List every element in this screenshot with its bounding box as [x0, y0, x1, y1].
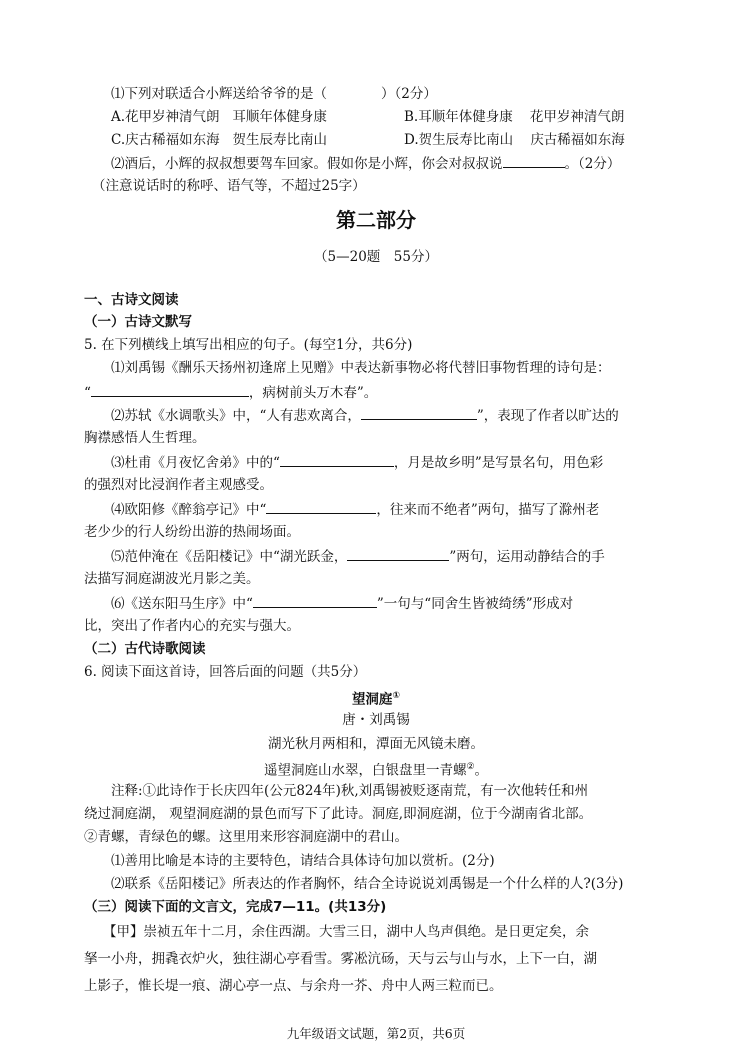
q6-sub1: ⑴善用比喻是本诗的主要特色，请结合具体诗句加以赏析。(2分)	[111, 853, 495, 869]
passage-jia-line-2: 拏一小舟，拥毳衣炉火，独往湖心亭看雪。雾凇沆砀，天与云与山与水，上下一白，湖	[84, 951, 597, 967]
poem-note-2: 绕过洞庭湖， 观望洞庭湖的景色而写下了此诗。洞庭,即洞庭湖，位于今湖南省北部。	[84, 806, 593, 822]
q5-item6-cont: 比，突出了作者内心的充实与强大。	[84, 618, 300, 634]
q5-item6: ⑹《送东阳马生序》中“ ”一句与“同舍生皆被绮绣”形成对	[111, 593, 573, 614]
poem-author: 唐・刘禹锡	[342, 712, 410, 728]
q5-item2: ⑵苏轼《水调歌头》中，“人有悲欢离合， ”，表现了作者以旷达的	[111, 405, 619, 426]
page-footer: 九年级语文试题，第2页，共6页	[286, 1026, 466, 1041]
part-two-title: 第二部分	[336, 208, 416, 232]
subsection-2-heading: （二）古代诗歌阅读	[84, 641, 206, 657]
q4-option-c: C.庆古稀福如东海 贺生辰寿比南山	[111, 132, 328, 148]
answer-blank[interactable]	[91, 382, 249, 397]
q6-stem: 6. 阅读下面这首诗，回答后面的问题（共5分）	[84, 664, 367, 680]
answer-blank[interactable]	[347, 546, 449, 561]
q5-item4-cont: 老少少的行人纷纷出游的热闹场面。	[84, 524, 300, 540]
answer-blank[interactable]	[361, 405, 477, 420]
poem-note-3: ②青螺，青绿色的螺。这里用来形容洞庭湖中的君山。	[84, 829, 408, 845]
passage-jia-line-1: 【甲】崇祯五年十二月，余住西湖。大雪三日，湖中人鸟声俱绝。是日更定矣，余	[103, 924, 589, 940]
q5-item3: ⑶杜甫《月夜忆舍弟》中的“ ，月是故乡明”是写景名句，用色彩	[111, 452, 603, 473]
poem-note-1: 注释:①此诗作于长庆四年(公元824年)秋,刘禹锡被贬逐南荒，有一次他转任和州	[111, 783, 589, 799]
answer-blank[interactable]	[253, 593, 377, 608]
q5-item5-cont: 法描写洞庭湖波光月影之美。	[84, 571, 260, 587]
q5-item4: ⑷欧阳修《醉翁亭记》中“ ，往来而不绝者”两句，描写了滁州老	[111, 499, 599, 520]
q4-sub2: ⑵酒后，小辉的叔叔想要驾车回家。假如你是小辉，你会对叔叔说 。（2分）	[111, 153, 620, 174]
q4-option-a: A.花甲岁神清气朗 耳顺年体健身康	[111, 109, 327, 125]
answer-blank[interactable]	[503, 153, 565, 168]
poem-title: 望洞庭①	[351, 691, 401, 708]
subsection-3-heading: （三）阅读下面的文言文，完成7—11。(共13分)	[84, 899, 387, 915]
poem-line-2: 遥望洞庭山水翠，白银盘里一青螺②。	[263, 762, 489, 779]
answer-blank[interactable]	[266, 499, 376, 514]
q5-item1-blank-line: “ ，病树前头万木春”。	[84, 382, 377, 403]
passage-jia-line-3: 上影子，惟长堤一痕、湖心亭一点、与余舟一芥、舟中人两三粒而已。	[84, 978, 503, 994]
q5-item5: ⑸范仲淹在《岳阳楼记》中“湖光跃金， ”两句，运用动静结合的手	[111, 546, 605, 567]
section-heading: 一、古诗文阅读	[84, 292, 179, 308]
q4-sub2-note: （注意说话时的称呼、语气等，不超过25字）	[92, 178, 366, 194]
q4-sub1-stem: ⑴下列对联适合小辉送给爷爷的是（ ）（2分）	[111, 86, 437, 102]
q5-item2-cont: 胸襟感悟人生哲理。	[84, 430, 206, 446]
q4-option-b: B.耳顺年体健身康 花甲岁神清气朗	[404, 109, 625, 125]
subsection-1-heading: （一）古诗文默写	[84, 314, 192, 330]
q4-option-d: D.贺生辰寿比南山 庆古稀福如东海	[404, 132, 625, 148]
q6-sub2: ⑵联系《岳阳楼记》所表达的作者胸怀，结合全诗说说刘禹锡是一个什么样的人?(3分)	[111, 876, 624, 892]
part-two-subtitle: （5—20题 55分）	[314, 249, 438, 265]
answer-blank[interactable]	[280, 452, 394, 467]
q5-item3-cont: 的强烈对比浸润作者主观感受。	[84, 477, 273, 493]
q5-item1: ⑴刘禹锡《酬乐天扬州初逢席上见赠》中表达新事物必将代替旧事物哲理的诗句是：	[111, 360, 611, 376]
q5-stem: 5. 在下列横线上填写出相应的句子。(每空1分，共6分)	[84, 337, 413, 353]
poem-line-1: 湖光秋月两相和，潭面无风镜未磨。	[268, 736, 484, 752]
